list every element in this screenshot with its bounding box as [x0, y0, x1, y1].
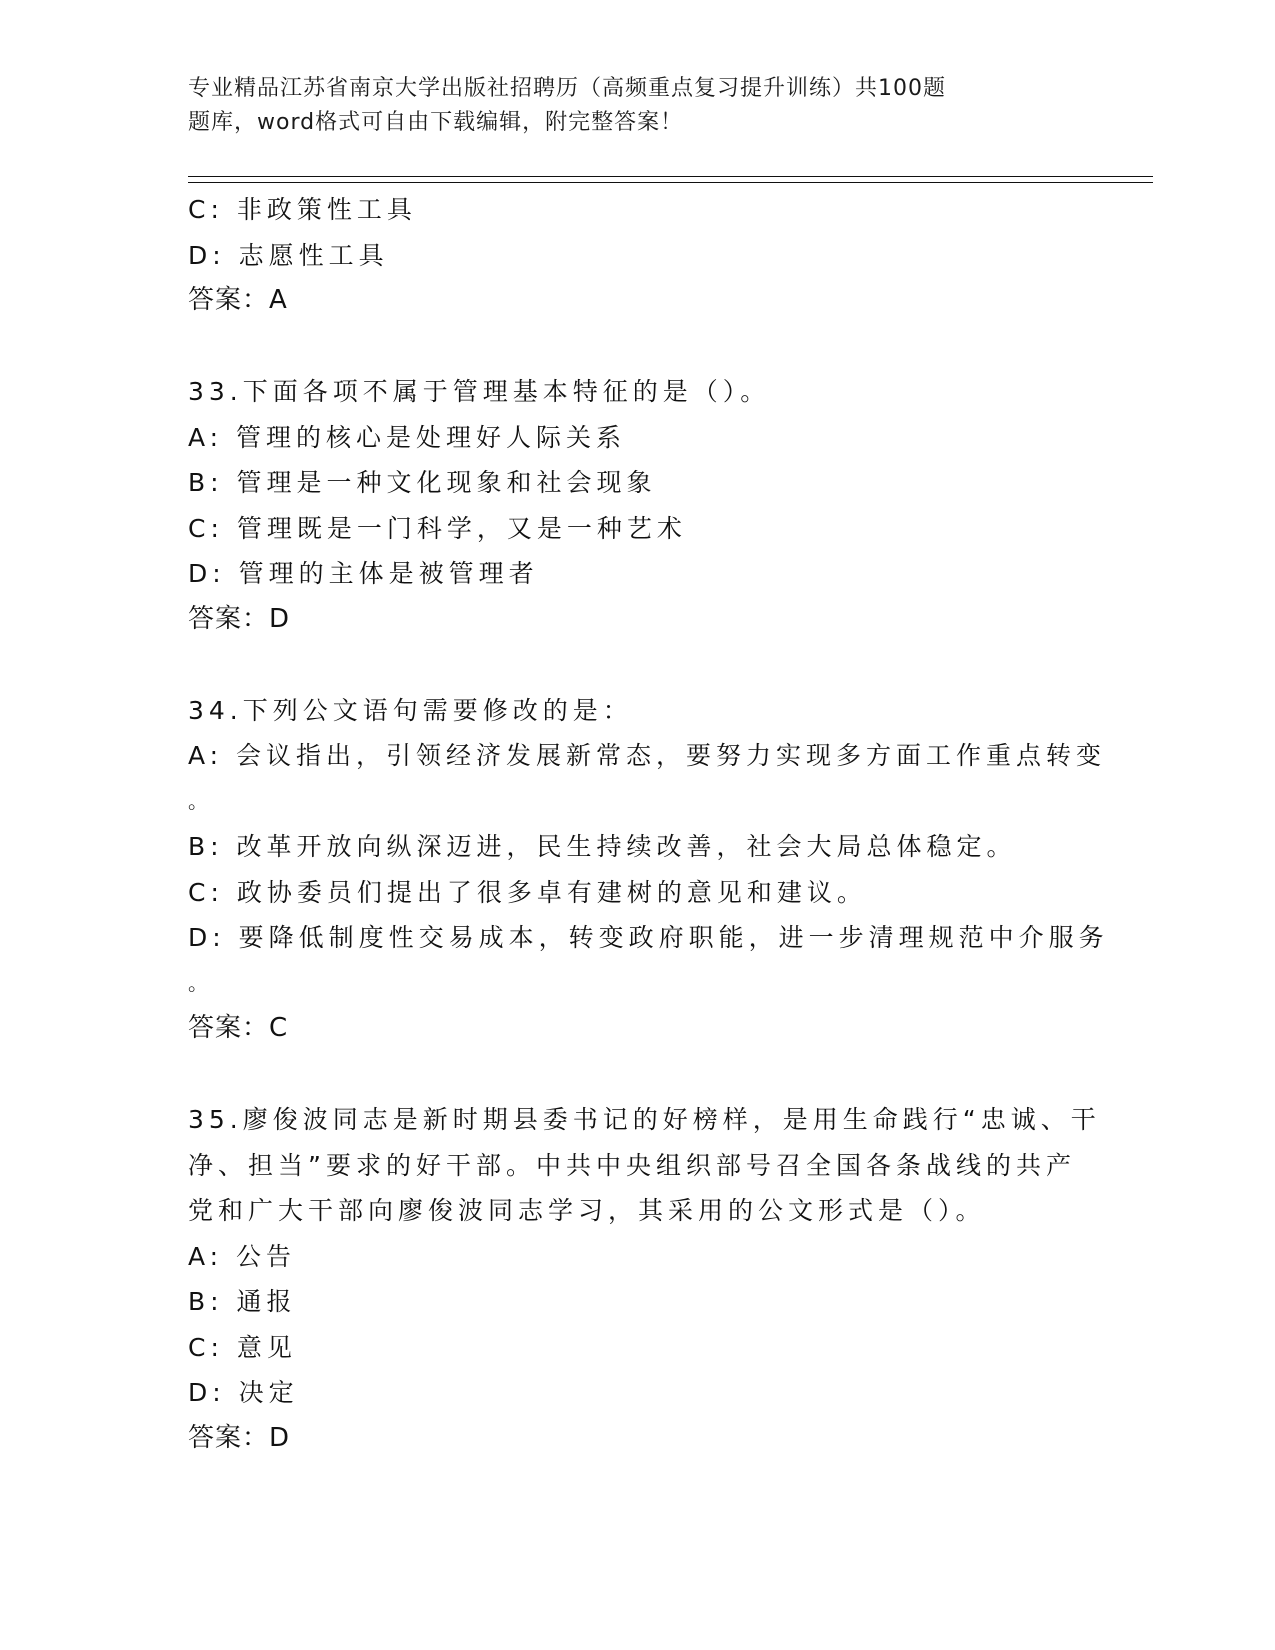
- q34-option-c: C: 政协委员们提出了很多卓有建树的意见和建议。: [188, 877, 867, 907]
- spacer: [188, 324, 1088, 370]
- q35-option-a: A: 公告: [188, 1241, 297, 1271]
- q33-option-c: C: 管理既是一门科学，又是一种艺术: [188, 513, 687, 543]
- q34-option-d: D: 要降低制度性交易成本，转变政府职能，进一步清理规范中介服务: [188, 923, 1109, 952]
- q34-answer: 答案：C: [188, 1013, 289, 1043]
- header-rule-bottom: [188, 182, 1153, 183]
- q33-option-d: D: 管理的主体是被管理者: [188, 559, 539, 588]
- q34-option-b: B: 改革开放向纵深迈进，民生持续改善，社会大局总体稳定。: [188, 832, 1017, 861]
- q34-option-a-wrap: 。: [188, 788, 208, 813]
- q35-stem-line-3: 党和广大干部向廖俊波同志学习，其采用的公文形式是（）。: [188, 1196, 986, 1225]
- question-32-tail: [188, 187, 1088, 324]
- q32-answer: 答案：A: [188, 285, 288, 315]
- question-34: [188, 688, 1109, 1052]
- q32-option-d: D: 志愿性工具: [188, 240, 389, 270]
- q32-option-c: C: 非政策性工具: [188, 195, 417, 224]
- header-rule-top: [188, 176, 1153, 177]
- q34-option-d-wrap: 。: [188, 970, 208, 995]
- header-line-1: 专业精品江苏省南京大学出版社招聘历（高频重点复习提升训练）共100题: [188, 76, 946, 101]
- q34-stem: 34.下列公文语句需要修改的是：: [188, 695, 633, 725]
- q35-option-b: B: 通报: [188, 1287, 297, 1316]
- q33-answer: 答案：D: [188, 603, 291, 634]
- q35-stem-line-1: 35.廖俊波同志是新时期县委书记的好榜样，是用生命践行“忠诚、干: [188, 1105, 1101, 1134]
- document-body: [188, 187, 1109, 1461]
- q34-option-a: A: 会议指出，引领经济发展新常态，要努力实现多方面工作重点转变: [188, 741, 1107, 770]
- question-33: [188, 369, 1088, 642]
- q35-answer: 答案：D: [188, 1422, 291, 1453]
- q35-option-d: D: 决定: [188, 1378, 299, 1407]
- question-35: [188, 1097, 1101, 1461]
- q33-option-b: B: 管理是一种文化现象和社会现象: [188, 468, 657, 497]
- spacer: [188, 1052, 1088, 1098]
- q35-option-c: C: 意见: [188, 1332, 297, 1362]
- spacer: [188, 642, 1088, 688]
- q33-option-a: A: 管理的核心是处理好人际关系: [188, 422, 627, 452]
- header-line-2: 题库，word格式可自由下载编辑，附完整答案！: [188, 110, 684, 135]
- document-header: [188, 72, 1028, 140]
- q33-stem: 33.下面各项不属于管理基本特征的是（）。: [188, 377, 771, 406]
- q35-stem-line-2: 净、担当”要求的好干部。中共中央组织部号召全国各条战线的共产: [188, 1150, 1076, 1180]
